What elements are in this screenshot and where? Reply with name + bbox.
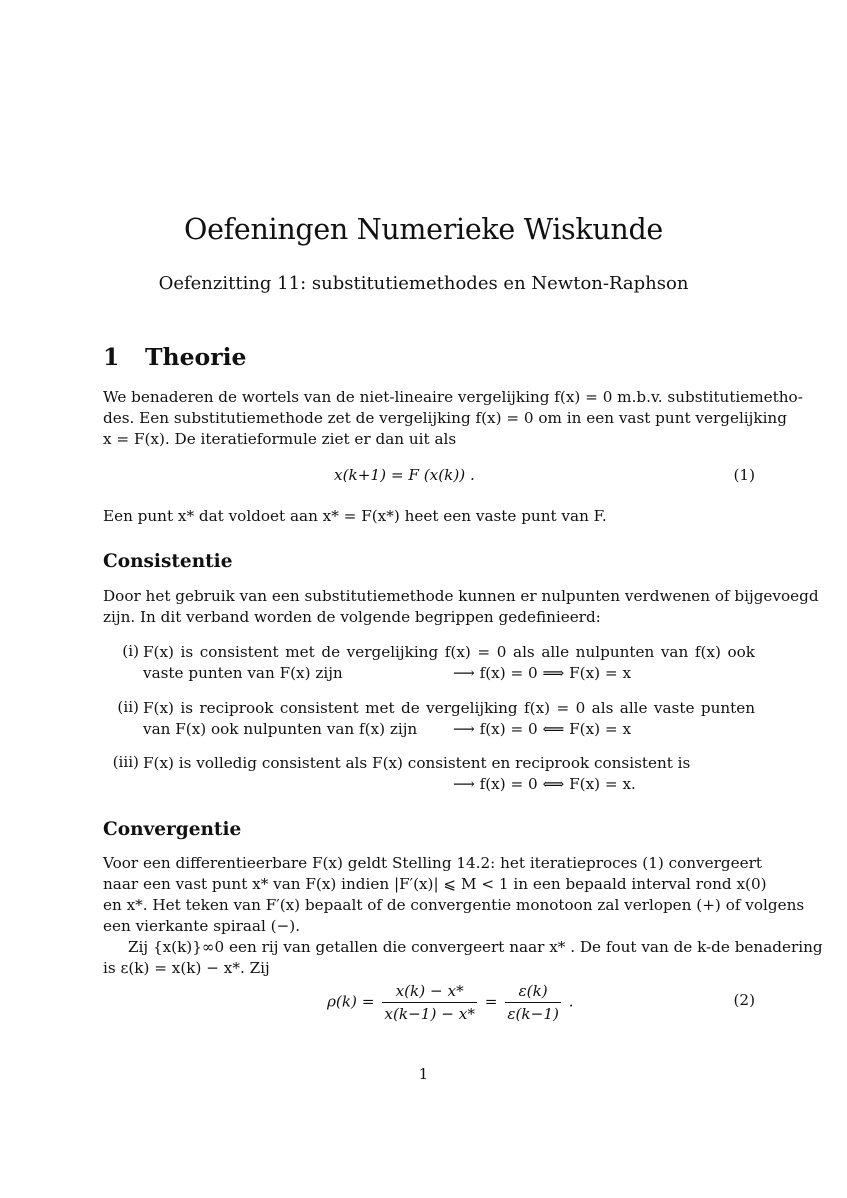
equation-2 [103,982,755,1030]
intro-line-1: We benaderen de wortels van de niet-lineaire vergelijking f(x) = 0 m.b.v. substitutiemetho- [103,388,803,406]
equation-2-body [327,982,574,1023]
equation-1 [103,466,755,490]
equation-2-tail: . [568,992,574,1011]
item-ii-line-1: F(x) is reciprook consistent met de vergelijking f(x) = 0 als alle vaste punten [143,699,755,717]
equation-2-number: (2) [733,991,755,1009]
item-ii-label: (ii) [117,698,139,716]
convergentie-line-3: en x*. Het teken van F′(x) bepaalt of de convergentie monotoon zal verlopen (+) of volgens [103,896,805,914]
section-number: 1 [103,343,120,371]
item-iii-implication: ⟶ f(x) = 0 ⟺ F(x) = x. [453,775,636,793]
document-subtitle: Oefenzitting 11: substitutiemethodes en Newton-Raphson [158,273,689,294]
page-number: 1 [418,1065,429,1083]
equation-1-expression: x(k+1) = F (x(k)) . [334,466,475,484]
item-i-line-1: F(x) is consistent met de vergelijking f(x) = 0 als alle nulpunten van f(x) ook [143,643,755,661]
item-i-implication: ⟶ f(x) = 0 ⟹ F(x) = x [453,664,632,682]
equation-2-fraction-2 [505,982,561,1023]
item-ii-line-2: van F(x) ook nulpunten van f(x) zijn [143,720,418,738]
equation-1-number: (1) [733,466,755,484]
intro-line-3: x = F(x). De iteratieformule ziet er dan uit als [103,430,457,448]
convergentie-line-2: naar een vast punt x* van F(x) indien |F′(x)| ⩽ M < 1 in een bepaald interval rond x(0) [103,875,767,893]
fraction-2-denominator: ε(k−1) [507,1005,559,1023]
intro-line-2: des. Een substitutiemethode zet de vergelijking f(x) = 0 om in een vast punt vergelijking [103,409,787,427]
item-iii-label: (iii) [112,753,139,771]
fraction-2-numerator: ε(k) [505,982,561,1003]
consistentie-line-1: Door het gebruik van een substitutiemethode kunnen er nulpunten verdwenen of bijgevoegd [103,587,819,605]
convergentie-line-6: is ε(k) = x(k) − x*. Zij [103,959,270,977]
consistentie-line-2: zijn. In dit verband worden de volgende begrippen gedefinieerd: [103,608,601,626]
consistentie-heading: Consistentie [103,551,233,572]
fraction-1-denominator: x(k−1) − x* [384,1005,475,1023]
equation-2-lhs: ρ(k) = [327,992,375,1011]
item-ii-implication: ⟶ f(x) = 0 ⟸ F(x) = x [453,720,632,738]
convergentie-line-4: een vierkante spiraal (−). [103,917,301,935]
equation-2-equals: = [484,992,498,1011]
equation-2-fraction-1 [382,982,477,1023]
section-heading [103,343,246,371]
item-i-label: (i) [122,642,139,660]
item-iii-line-1: F(x) is volledig consistent als F(x) consistent en reciprook consistent is [143,754,691,772]
convergentie-heading: Convergentie [103,819,242,840]
fixed-point-sentence: Een punt x* dat voldoet aan x* = F(x*) heet een vaste punt van F. [103,507,607,525]
item-i-line-2: vaste punten van F(x) zijn [143,664,343,682]
section-title: Theorie [145,343,247,371]
fraction-1-numerator: x(k) − x* [382,982,477,1003]
document-title: Oefeningen Numerieke Wiskunde [184,213,663,246]
convergentie-line-5: Zij {x(k)}∞0 een rij van getallen die convergeert naar x* . De fout van de k-de benadering [128,938,823,956]
convergentie-line-1: Voor een differentieerbare F(x) geldt Stelling 14.2: het iteratieproces (1) convergeert [103,854,762,872]
